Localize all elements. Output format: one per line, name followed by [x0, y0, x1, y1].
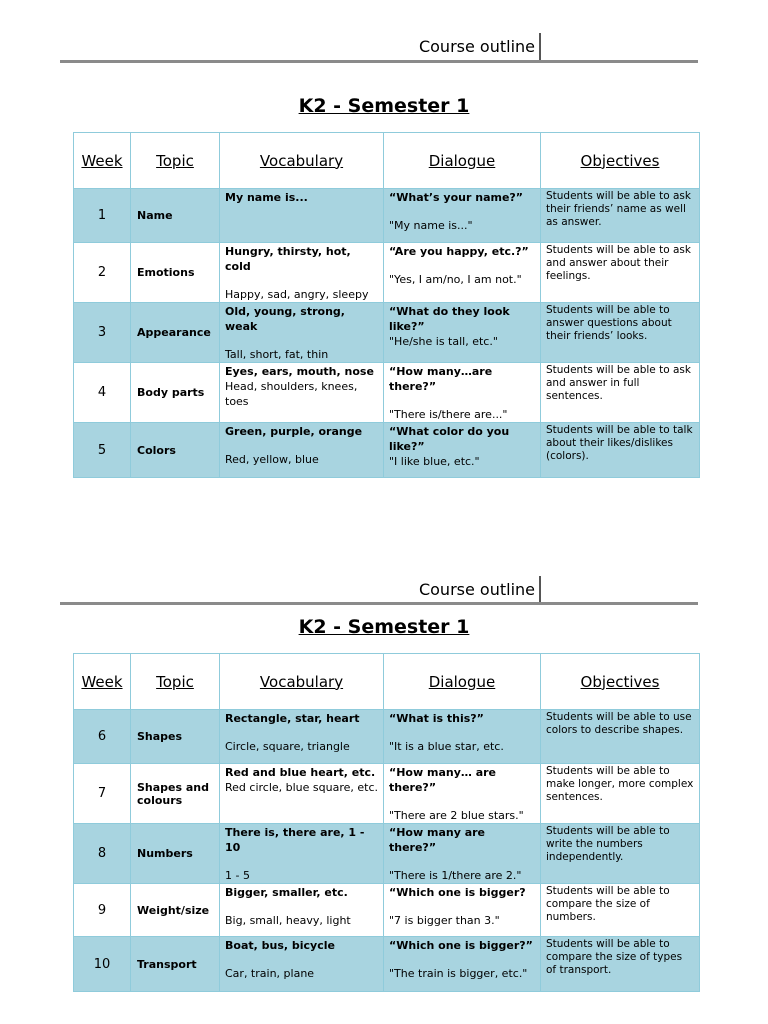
- vocabulary-extra: 1 - 5: [225, 869, 250, 882]
- table-header-row: [74, 654, 700, 710]
- col-header-objectives: Objectives: [541, 654, 700, 710]
- table-header-row: [74, 133, 700, 189]
- dialogue-question: “Which one is bigger?”: [389, 939, 533, 952]
- page-header-2: [0, 576, 768, 616]
- vocabulary-target: Boat, bus, bicycle: [225, 939, 335, 952]
- topic-cell: Shapes and colours: [131, 764, 220, 824]
- dialogue-question: “How many…are there?”: [389, 365, 493, 393]
- spacer: [225, 953, 378, 966]
- table-row: [74, 937, 700, 992]
- page-title: K2 - Semester 1: [298, 95, 470, 117]
- vocabulary-extra: Happy, sad, angry, sleepy: [225, 288, 369, 301]
- vocabulary-cell: [220, 189, 384, 243]
- vocabulary-cell: [220, 710, 384, 764]
- table-row: [74, 303, 700, 363]
- week-cell: 5: [74, 423, 131, 478]
- spacer: [389, 726, 535, 739]
- dialogue-question: “How many are there?”: [389, 826, 486, 854]
- week-cell: 3: [74, 303, 131, 363]
- vocabulary-extra: Circle, square, triangle: [225, 740, 350, 753]
- dialogue-answer: "It is a blue star, etc.: [389, 740, 504, 753]
- week-cell: 8: [74, 824, 131, 884]
- dialogue-question: “What’s your name?”: [389, 191, 524, 204]
- dialogue-answer: "He/she is tall, etc.": [389, 335, 498, 348]
- dialogue-answer: "I like blue, etc.": [389, 455, 480, 468]
- table-row: [74, 884, 700, 937]
- dialogue-question: “What color do you like?”: [389, 425, 510, 453]
- objective-cell: Students will be able to compare the size of numbers.: [541, 884, 700, 937]
- vocabulary-target: Old, young, strong, weak: [225, 305, 345, 333]
- dialogue-answer: "Yes, I am/no, I am not.": [389, 273, 522, 286]
- header-rule: [60, 602, 698, 605]
- dialogue-cell: [384, 423, 541, 478]
- week-cell: 9: [74, 884, 131, 937]
- objective-cell: Students will be able to ask and answer about their feelings.: [541, 243, 700, 303]
- topic-cell: Appearance: [131, 303, 220, 363]
- spacer: [225, 726, 378, 739]
- objective-cell: Students will be able to answer questions about their friends’ looks.: [541, 303, 700, 363]
- spacer: [389, 259, 535, 272]
- topic-cell: Body parts: [131, 363, 220, 423]
- col-header-topic: Topic: [131, 654, 220, 710]
- col-header-dialogue: Dialogue: [384, 133, 541, 189]
- col-header-objectives: Objectives: [541, 133, 700, 189]
- header-divider: [539, 576, 541, 604]
- spacer: [389, 953, 535, 966]
- col-header-week: Week: [74, 133, 131, 189]
- header-label: Course outline: [418, 580, 535, 599]
- spacer: [389, 394, 535, 407]
- vocabulary-target: Green, purple, orange: [225, 425, 363, 438]
- vocabulary-target: Eyes, ears, mouth, nose: [225, 365, 374, 378]
- dialogue-answer: "The train is bigger, etc.": [389, 967, 528, 980]
- spacer: [225, 855, 378, 868]
- objective-cell: Students will be able to ask and answer in full sentences.: [541, 363, 700, 423]
- dialogue-cell: [384, 303, 541, 363]
- vocabulary-target: Rectangle, star, heart: [225, 712, 360, 725]
- topic-cell: Name: [131, 189, 220, 243]
- vocabulary-cell: [220, 243, 384, 303]
- dialogue-answer: "There is/there are...": [389, 408, 508, 421]
- dialogue-answer: "7 is bigger than 3.": [389, 914, 500, 927]
- topic-cell: Colors: [131, 423, 220, 478]
- page-header-1: [0, 33, 768, 73]
- spacer: [389, 855, 535, 868]
- vocabulary-cell: [220, 824, 384, 884]
- dialogue-cell: [384, 363, 541, 423]
- vocabulary-extra: Red circle, blue square, etc.: [225, 781, 379, 794]
- dialogue-answer: "There is 1/there are 2.": [389, 869, 522, 882]
- topic-cell: Weight/size: [131, 884, 220, 937]
- header-rule: [60, 60, 698, 63]
- week-cell: 7: [74, 764, 131, 824]
- vocabulary-target: My name is...: [225, 191, 308, 204]
- col-header-week: Week: [74, 654, 131, 710]
- header-label: Course outline: [418, 37, 535, 56]
- vocabulary-cell: [220, 937, 384, 992]
- course-table-2: [73, 653, 700, 992]
- vocabulary-cell: [220, 423, 384, 478]
- header-divider: [539, 33, 541, 61]
- objective-cell: Students will be able to talk about their likes/dislikes (colors).: [541, 423, 700, 478]
- vocabulary-cell: [220, 884, 384, 937]
- objective-cell: Students will be able to ask their friends’ name as well as answer.: [541, 189, 700, 243]
- table-row: [74, 423, 700, 478]
- dialogue-question: “What is this?”: [389, 712, 484, 725]
- dialogue-cell: [384, 243, 541, 303]
- vocabulary-extra: Big, small, heavy, light: [225, 914, 351, 927]
- vocabulary-target: Red and blue heart, etc.: [225, 766, 376, 779]
- vocabulary-target: Bigger, smaller, etc.: [225, 886, 348, 899]
- vocabulary-cell: [220, 303, 384, 363]
- spacer: [225, 274, 378, 287]
- topic-cell: Numbers: [131, 824, 220, 884]
- table-row: [74, 764, 700, 824]
- objective-cell: Students will be able to use colors to describe shapes.: [541, 710, 700, 764]
- table-row: [74, 824, 700, 884]
- table-row: [74, 189, 700, 243]
- objective-cell: Students will be able to write the numbers independently.: [541, 824, 700, 884]
- topic-cell: Transport: [131, 937, 220, 992]
- dialogue-question: “What do they look like?”: [389, 305, 510, 333]
- dialogue-cell: [384, 710, 541, 764]
- spacer: [225, 900, 378, 913]
- dialogue-question: “Which one is bigger?: [389, 886, 526, 899]
- vocabulary-target: There is, there are, 1 - 10: [225, 826, 365, 854]
- objective-cell: Students will be able to make longer, more complex sentences.: [541, 764, 700, 824]
- table-row: [74, 710, 700, 764]
- dialogue-cell: [384, 937, 541, 992]
- table-body-2: [74, 710, 700, 992]
- page-title: K2 - Semester 1: [298, 616, 470, 638]
- dialogue-answer: "My name is...": [389, 219, 473, 232]
- spacer: [389, 900, 535, 913]
- vocabulary-cell: [220, 363, 384, 423]
- vocabulary-extra: Tall, short, fat, thin: [225, 348, 329, 361]
- dialogue-cell: [384, 824, 541, 884]
- col-header-dialogue: Dialogue: [384, 654, 541, 710]
- spacer: [225, 439, 378, 452]
- table-row: [74, 243, 700, 303]
- spacer: [225, 334, 378, 347]
- table-row: [74, 363, 700, 423]
- dialogue-cell: [384, 189, 541, 243]
- col-header-topic: Topic: [131, 133, 220, 189]
- dialogue-cell: [384, 884, 541, 937]
- objective-cell: Students will be able to compare the size of types of transport.: [541, 937, 700, 992]
- week-cell: 1: [74, 189, 131, 243]
- vocabulary-extra: Head, shoulders, knees, toes: [225, 380, 358, 408]
- topic-cell: Emotions: [131, 243, 220, 303]
- spacer: [389, 205, 535, 218]
- dialogue-answer: "There are 2 blue stars.": [389, 809, 524, 822]
- col-header-vocabulary: Vocabulary: [220, 654, 384, 710]
- course-table-1: [73, 132, 700, 478]
- dialogue-cell: [384, 764, 541, 824]
- spacer: [389, 795, 535, 808]
- week-cell: 6: [74, 710, 131, 764]
- topic-cell: Shapes: [131, 710, 220, 764]
- col-header-vocabulary: Vocabulary: [220, 133, 384, 189]
- dialogue-question: “How many… are there?”: [389, 766, 497, 794]
- vocabulary-extra: Red, yellow, blue: [225, 453, 319, 466]
- table-body-1: [74, 189, 700, 478]
- vocabulary-extra: Car, train, plane: [225, 967, 315, 980]
- vocabulary-target: Hungry, thirsty, hot, cold: [225, 245, 351, 273]
- week-cell: 10: [74, 937, 131, 992]
- week-cell: 4: [74, 363, 131, 423]
- vocabulary-cell: [220, 764, 384, 824]
- week-cell: 2: [74, 243, 131, 303]
- dialogue-question: “Are you happy, etc.?”: [389, 245, 529, 258]
